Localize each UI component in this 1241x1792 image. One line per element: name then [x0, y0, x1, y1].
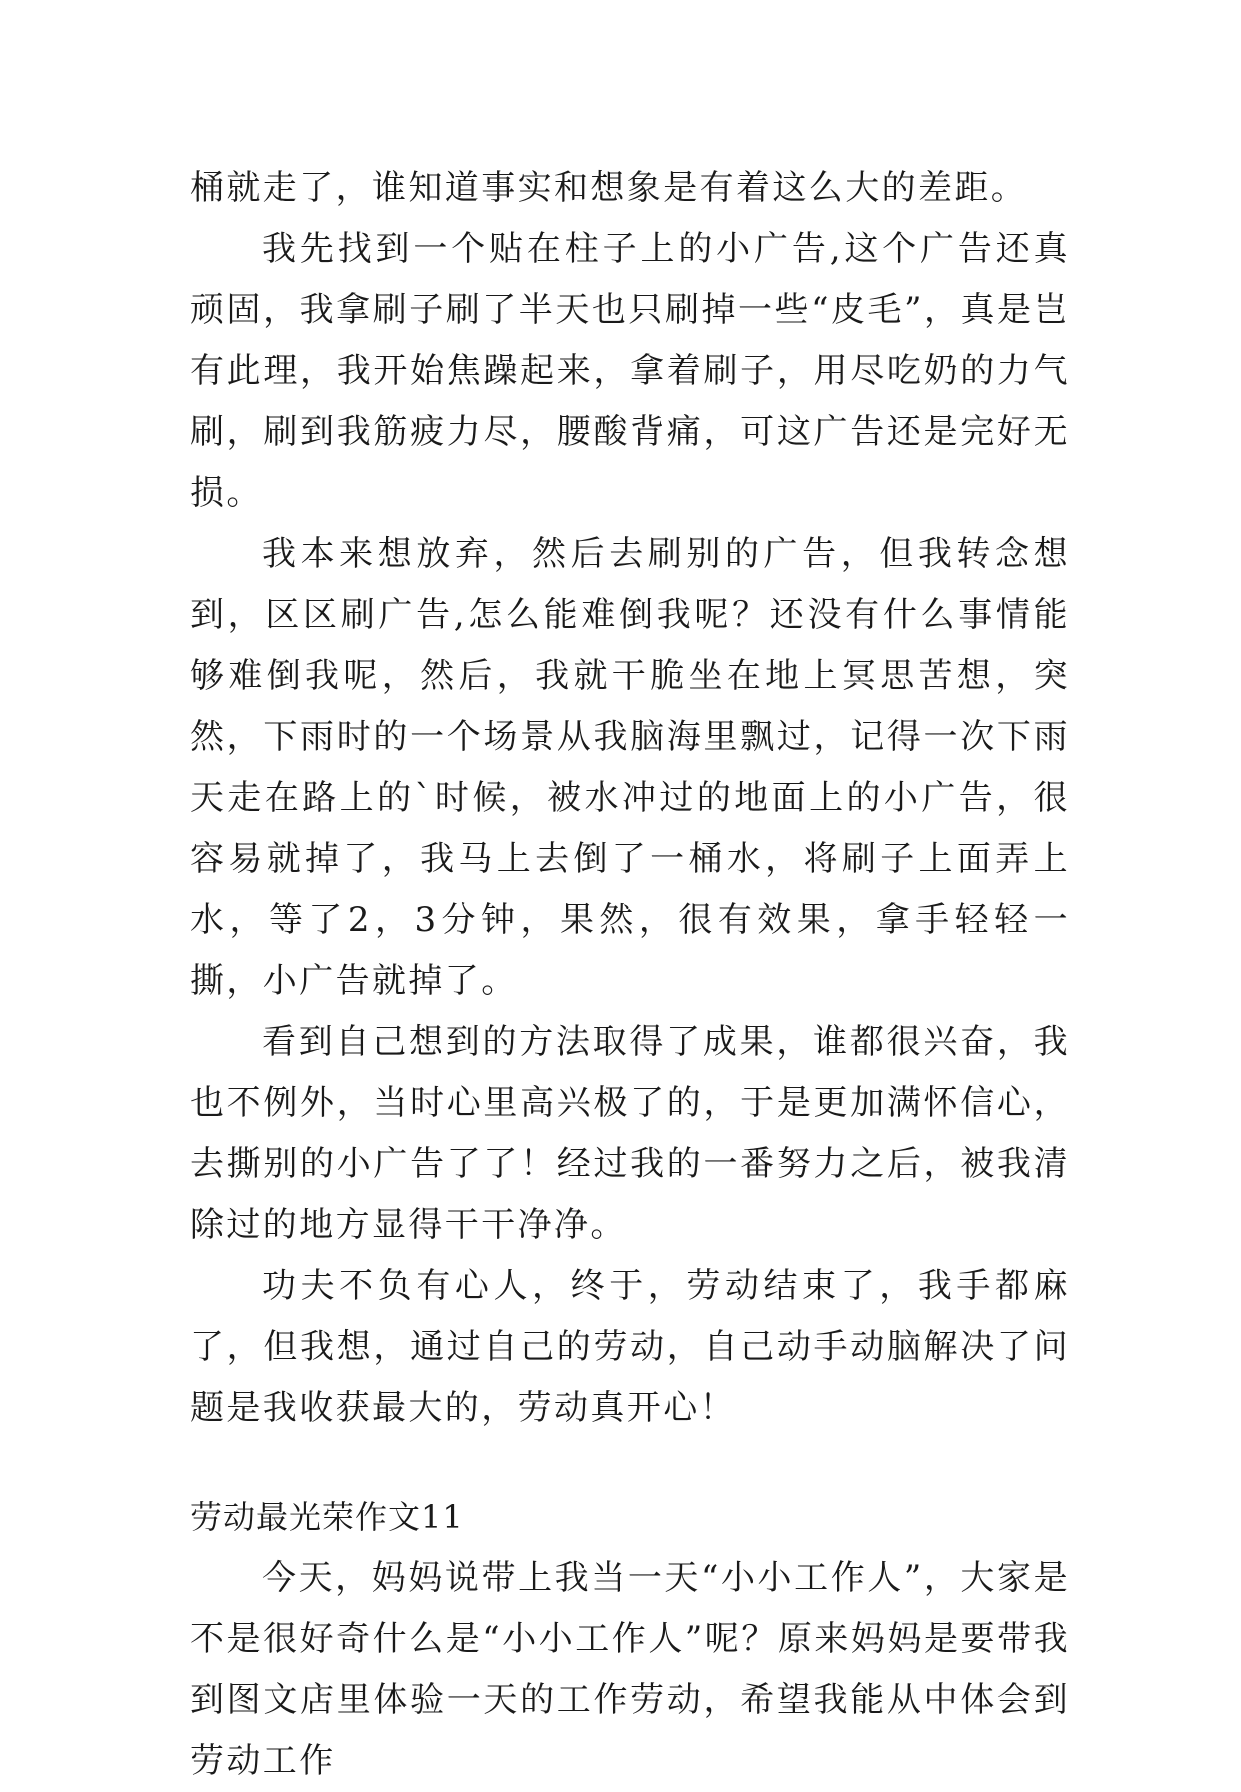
paragraph-idea: 我本来想放弃，然后去刷别的广告，但我转念想到，区区刷广告,怎么能难倒我呢？还没有什么事情能够难倒我呢，然后，我就干脆坐在地上冥思苦想，突然，下雨时的一个场景从我脑海里飘过，记得一次下雨天走在路上的`时候，被水冲过的地面上的小广告，很容易就掉了，我马上去倒了一桶水，将刷子上面弄上水，等了2，3分钟，果然，很有效果，拿手轻轻一撕，小广告就掉了。 — [190, 534, 1070, 1001]
section-title: 劳动最光荣作文11 — [190, 1498, 464, 1536]
paragraph-advertisement: 我先找到一个贴在柱子上的小广告,这个广告还真顽固，我拿刷子刷了半天也只刷掉一些“皮毛”，真是岂有此理，我开始焦躁起来，拿着刷子，用尽吃奶的力气刷，刷到我筋疲力尽，腰酸背痛，可这广告还是完好无损。 — [190, 229, 1070, 513]
paragraph-result: 看到自己想到的方法取得了成果，谁都很兴奋，我也不例外，当时心里高兴极了的，于是更加满怀信心，去撕别的小广告了了！经过我的一番努力之后，被我清除过的地方显得干干净净。 — [190, 1022, 1070, 1245]
paragraph-continuation: 桶就走了，谁知道事实和想象是有着这么大的差距。 — [190, 168, 1028, 208]
document-body — [190, 158, 1070, 1792]
paragraph-new-essay: 今天，妈妈说带上我当一天“小小工作人”，大家是不是很好奇什么是“小小工作人”呢？原来妈妈是要带我到图文店里体验一天的工作劳动，希望我能从中体会到劳动工作 — [190, 1558, 1070, 1781]
paragraph-conclusion: 功夫不负有心人，终于，劳动结束了，我手都麻了，但我想，通过自己的劳动，自己动手动脑解决了问题是我收获最大的，劳动真开心！ — [190, 1266, 1070, 1428]
